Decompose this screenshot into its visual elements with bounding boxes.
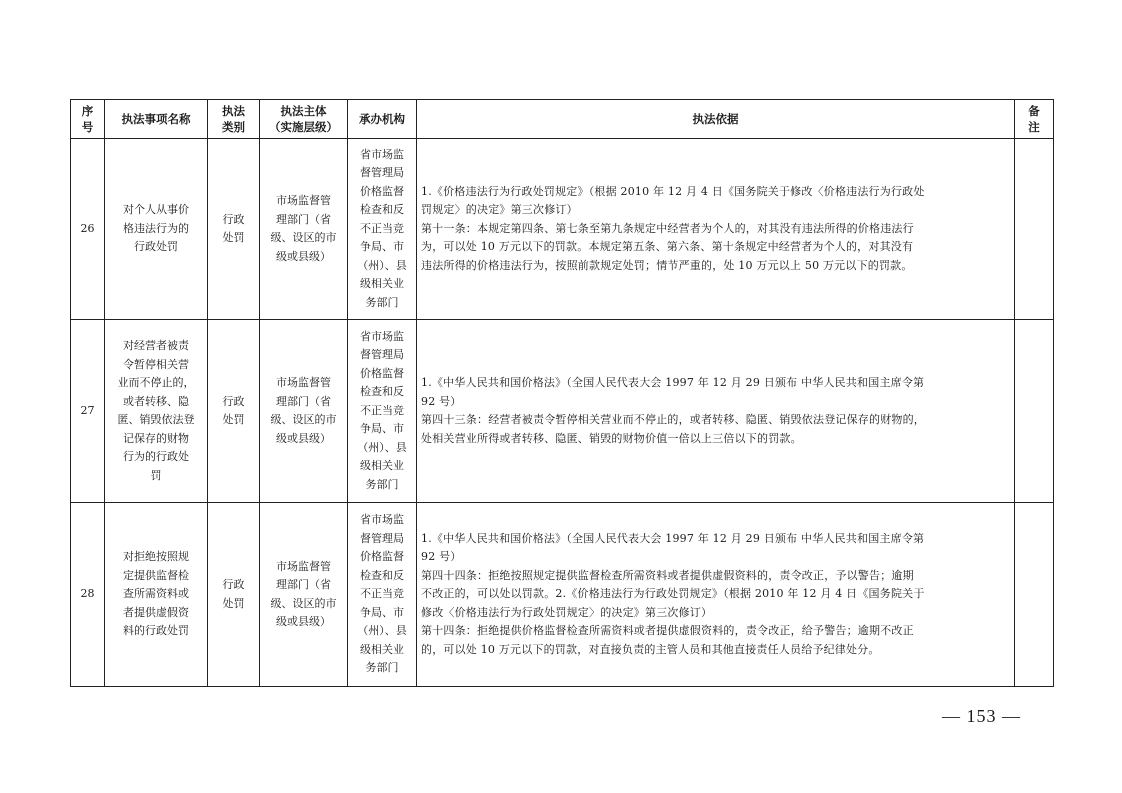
- row-subject: 市场监督管 理部门（省 级、设区的市 级或县级）: [260, 320, 348, 503]
- row-category: 行政 处罚: [208, 503, 260, 687]
- page-number: — 153 —: [942, 706, 1021, 726]
- row-seq: 27: [71, 320, 105, 503]
- row-agency: 省市场监 督管理局 价格监督 检查和反 不正当竞 争局、市 （州）、县 级相关业 务部门: [348, 320, 417, 503]
- enforcement-table: [70, 99, 1054, 687]
- row-subject: 市场监督管 理部门（省 级、设区的市 级或县级）: [260, 503, 348, 687]
- row-basis: 1.《价格违法行为行政处罚规定》（根据 2010 年 12 月 4 日《国务院关于修改〈价格违法行为行政处 罚规定〉的决定》第三次修订） 第十一条：本规定第四条、第七条至第九条规定中经营者为个人的，对其没有违法所得的价格违法行 为，可以处 10 万元以下的罚款。本规定第五条、第六条、第十条规定中经营者为个人的，对其没有 违法所得的价格违法行为，按照前款规定处罚；情节严重的，处 10 万元以上 50 万元以下的罚款。: [417, 139, 1015, 320]
- header-agency: 承办机构: [348, 100, 417, 139]
- row-subject: 市场监督管 理部门（省 级、设区的市 级或县级）: [260, 139, 348, 320]
- row-remark: [1015, 320, 1054, 503]
- table-row: [71, 139, 1054, 320]
- row-category: 行政 处罚: [208, 139, 260, 320]
- table-row: [71, 503, 1054, 687]
- table-row: [71, 320, 1054, 503]
- row-agency: 省市场监 督管理局 价格监督 检查和反 不正当竞 争局、市 （州）、县 级相关业 务部门: [348, 139, 417, 320]
- row-seq: 28: [71, 503, 105, 687]
- row-item-name: 对拒绝按照规 定提供监督检 查所需资料或 者提供虚假资 料的行政处罚: [105, 503, 208, 687]
- row-agency: 省市场监 督管理局 价格监督 检查和反 不正当竞 争局、市 （州）、县 级相关业 务部门: [348, 503, 417, 687]
- header-item-name: 执法事项名称: [105, 100, 208, 139]
- row-basis: 1.《中华人民共和国价格法》（全国人民代表大会 1997 年 12 月 29 日颁布 中华人民共和国主席令第 92 号） 第四十三条：经营者被责令暂停相关营业而不停止的，或者转移、隐匿、销毁依法登记保存的财物的， 处相关营业所得或者转移、隐匿、销毁的财物价值一倍以上三倍以下的罚款。: [417, 320, 1015, 503]
- header-seq: 序 号: [71, 100, 105, 139]
- row-remark: [1015, 503, 1054, 687]
- header-category: 执法 类别: [208, 100, 260, 139]
- header-subject: 执法主体 （实施层级）: [260, 100, 348, 139]
- row-item-name: 对经营者被责 令暂停相关营 业而不停止的， 或者转移、隐 匿、销毁依法登 记保存的财物 行为的行政处 罚: [105, 320, 208, 503]
- header-basis: 执法依据: [417, 100, 1015, 139]
- row-item-name: 对个人从事价 格违法行为的 行政处罚: [105, 139, 208, 320]
- row-seq: 26: [71, 139, 105, 320]
- row-basis: 1.《中华人民共和国价格法》（全国人民代表大会 1997 年 12 月 29 日颁布 中华人民共和国主席令第 92 号） 第四十四条：拒绝按照规定提供监督检查所需资料或者提供虚假资料的，责令改正，予以警告；逾期 不改正的，可以处以罚款。2.《价格违法行为行政处罚规定》（根据 2010 年 12 月 4 日《国务院关于 修改〈价格违法行为行政处罚规定〉的决定》第三次修订） 第十四条：拒绝提供价格监督检查所需资料或者提供虚假资料的，责令改正，给予警告；逾期不改正 的，可以处 10 万元以下的罚款，对直接负责的主管人员和其他直接责任人员给予纪律处分。: [417, 503, 1015, 687]
- header-row: [71, 100, 1054, 139]
- row-category: 行政 处罚: [208, 320, 260, 503]
- header-remark: 备 注: [1015, 100, 1054, 139]
- row-remark: [1015, 139, 1054, 320]
